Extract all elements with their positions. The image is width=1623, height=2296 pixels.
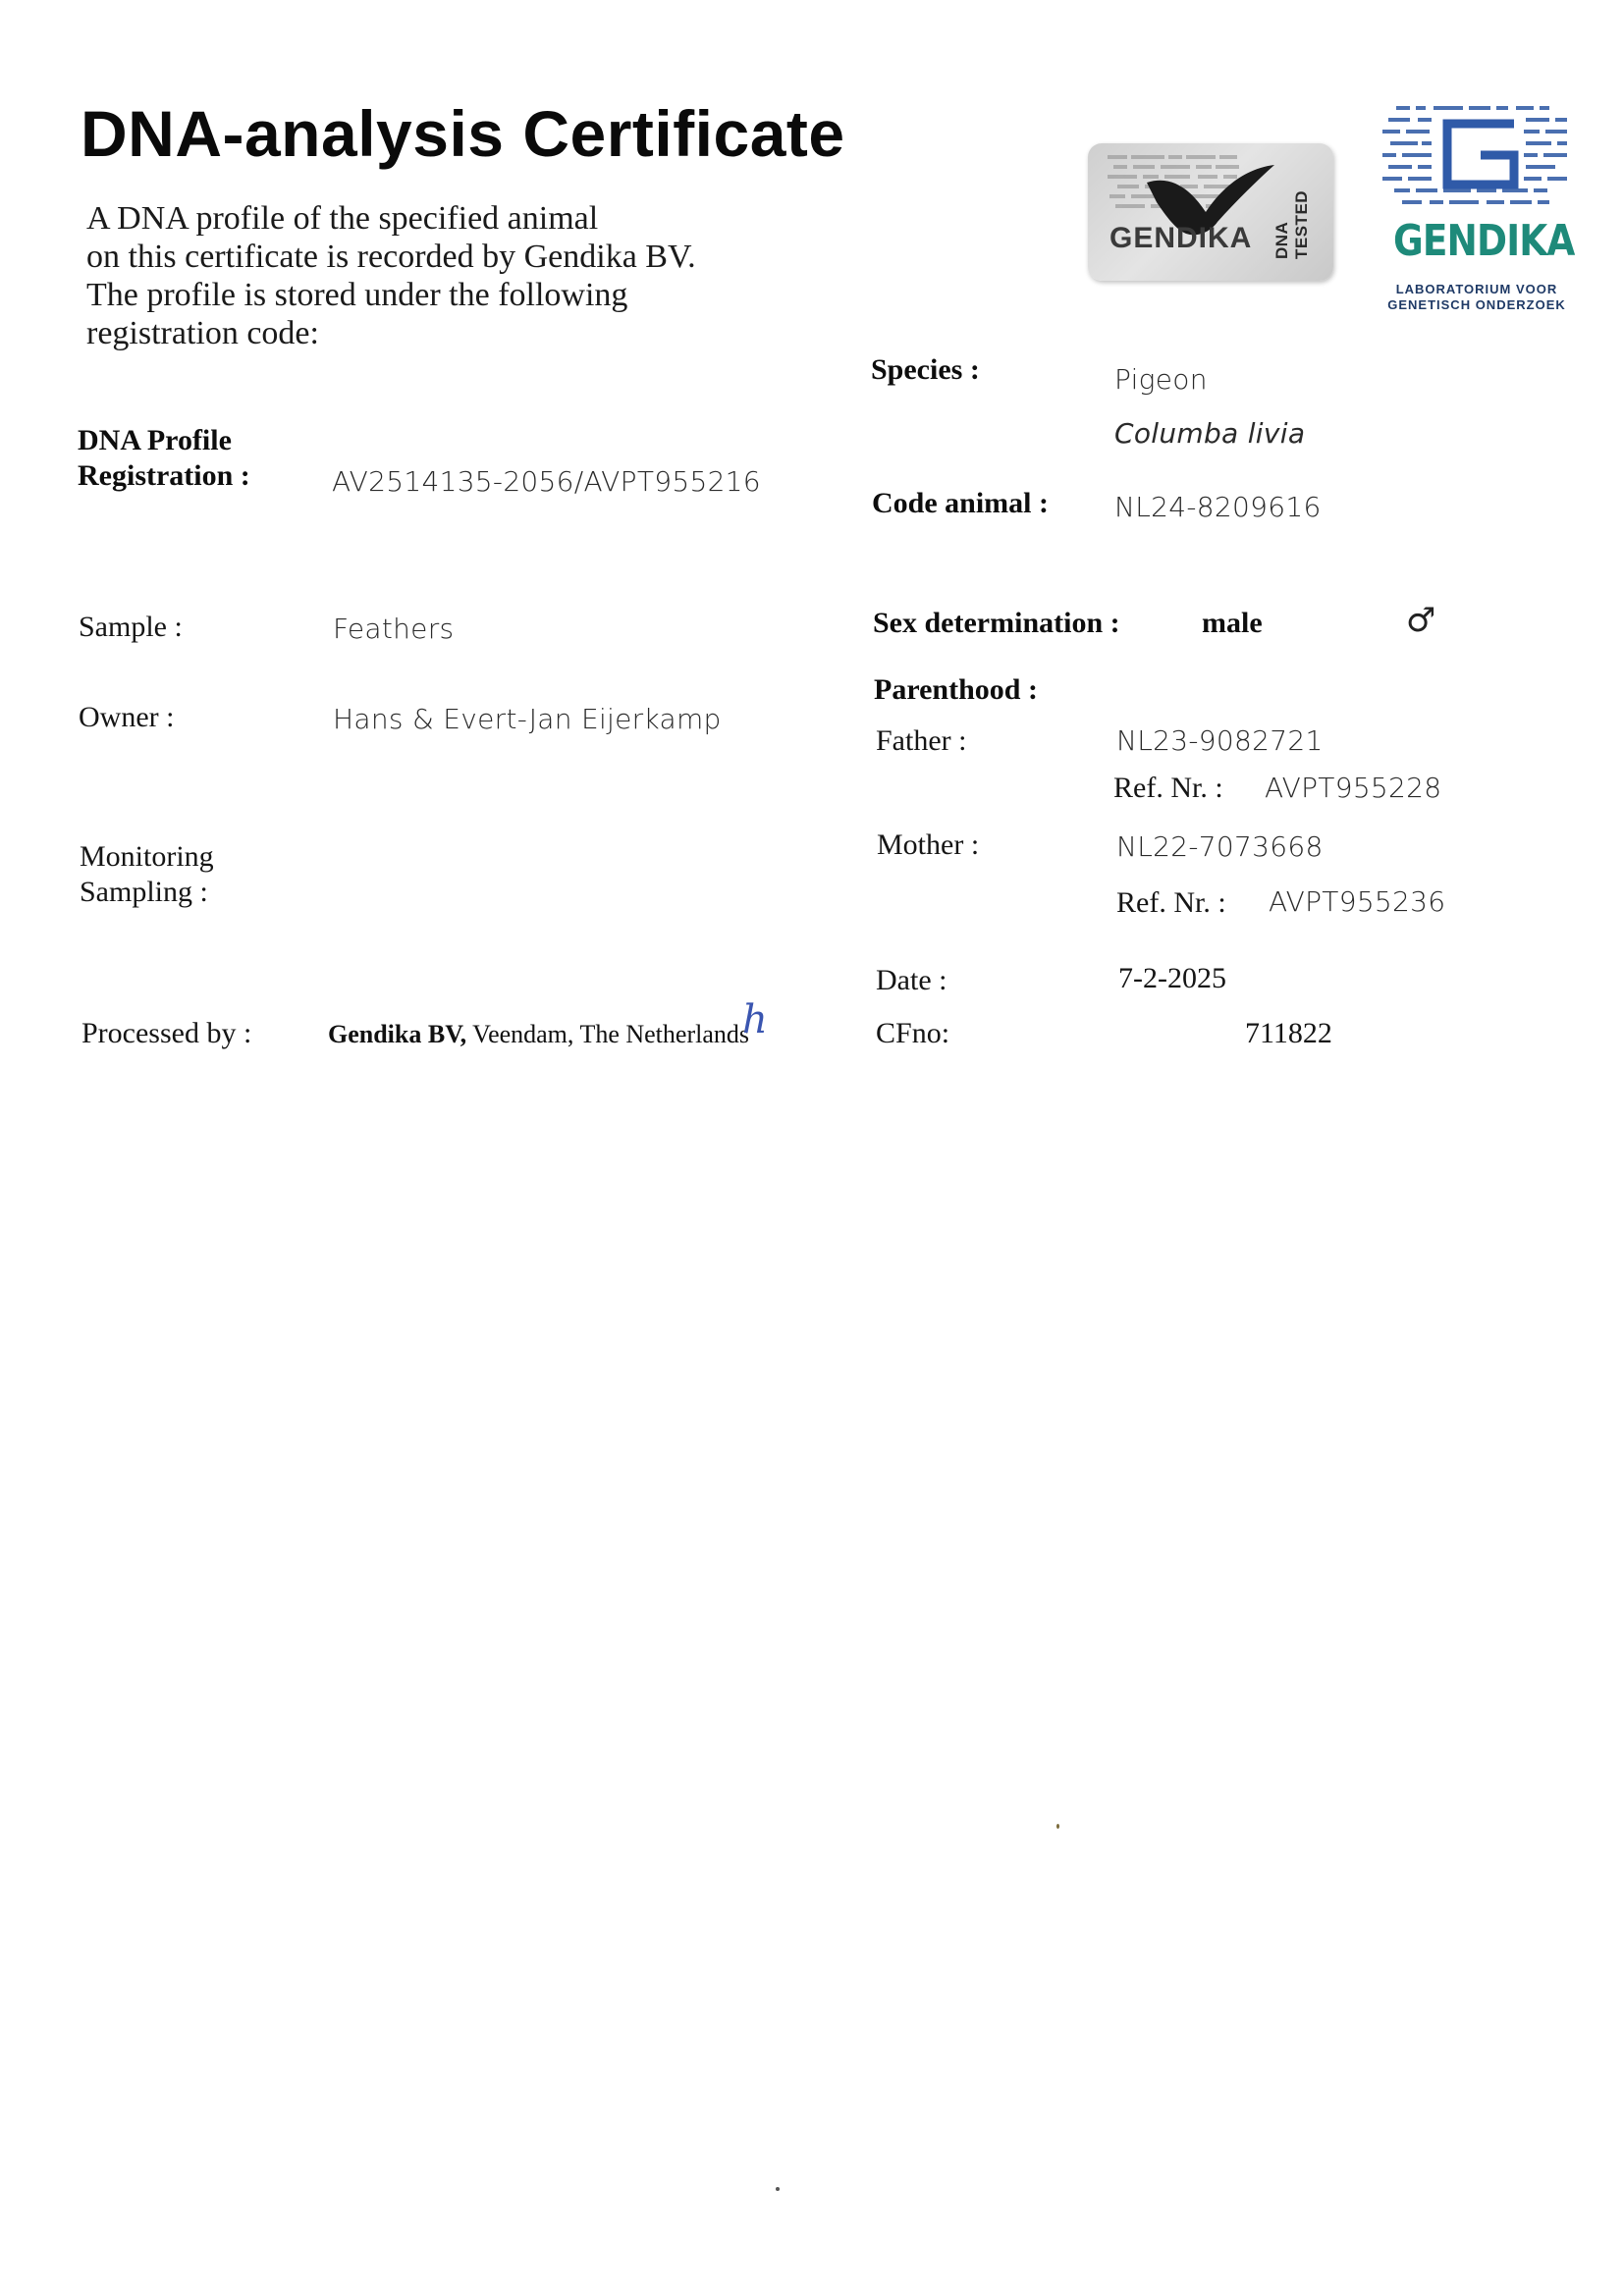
owner-value: Hans & Evert-Jan Eijerkamp [333,703,722,735]
gendika-logo-mark [1379,102,1575,212]
signature-mark: h [742,997,768,1042]
registration-label: Registration : [78,459,250,492]
intro-line: registration code: [86,315,319,351]
cfno-value: 711822 [1245,1017,1332,1049]
mother-label: Mother : [877,828,980,861]
scan-speck [776,2187,780,2191]
sample-value: Feathers [333,613,455,645]
page-title: DNA-analysis Certificate [81,97,845,170]
code-animal-value: NL24-8209616 [1114,491,1322,523]
owner-label: Owner : [79,701,175,733]
dna-profile-label: DNA Profile [78,424,232,456]
scan-speck [1056,1824,1059,1829]
processed-by-value [328,1020,749,1049]
father-label: Father : [876,724,967,757]
species-label: Species : [871,353,980,386]
intro-line: on this certificate is recorded by Gendika BV. [86,239,696,275]
seal-tested-label: DNA TESTED [1272,189,1311,259]
parenthood-label: Parenthood : [874,673,1038,706]
species-value: Pigeon [1114,363,1208,396]
father-value: NL23-9082721 [1116,724,1324,757]
cfno-label: CFno: [876,1017,950,1049]
sex-value: male [1202,607,1263,639]
mother-value: NL22-7073668 [1116,830,1324,863]
code-animal-label: Code animal : [872,487,1049,519]
processed-by-company: Gendika BV, [328,1020,467,1048]
intro-line: The profile is stored under the following [86,277,628,313]
mother-ref-label: Ref. Nr. : [1116,886,1226,919]
father-ref-label: Ref. Nr. : [1113,772,1223,804]
logo-subtitle: LABORATORIUM VOOR [1395,282,1558,296]
sex-determination-label: Sex determination : [873,607,1120,639]
seal-brand: GENDIKA [1109,222,1253,254]
father-ref-value: AVPT955228 [1265,772,1442,804]
male-symbol-icon: ♂ [1406,601,1436,640]
monitoring-label: Monitoring [80,840,214,873]
mother-ref-value: AVPT955236 [1269,885,1446,918]
intro-line: A DNA profile of the specified animal [86,200,599,237]
gendika-logo [1379,102,1585,318]
logo-subtitle: GENETISCH ONDERZOEK [1387,297,1566,312]
sample-label: Sample : [79,611,183,643]
dna-tested-seal [1088,143,1333,281]
date-value: 7-2-2025 [1118,962,1226,994]
intro-paragraph [86,199,696,352]
date-label: Date : [876,964,947,996]
species-latin-value: Columba livia [1114,417,1306,450]
logo-wordmark: GENDIKA [1393,216,1575,266]
processed-by-label: Processed by : [81,1017,252,1049]
sampling-label: Sampling : [80,876,208,908]
registration-value: AV2514135-2056/AVPT955216 [332,465,761,498]
processed-by-location: Veendam, The Netherlands [466,1020,749,1048]
